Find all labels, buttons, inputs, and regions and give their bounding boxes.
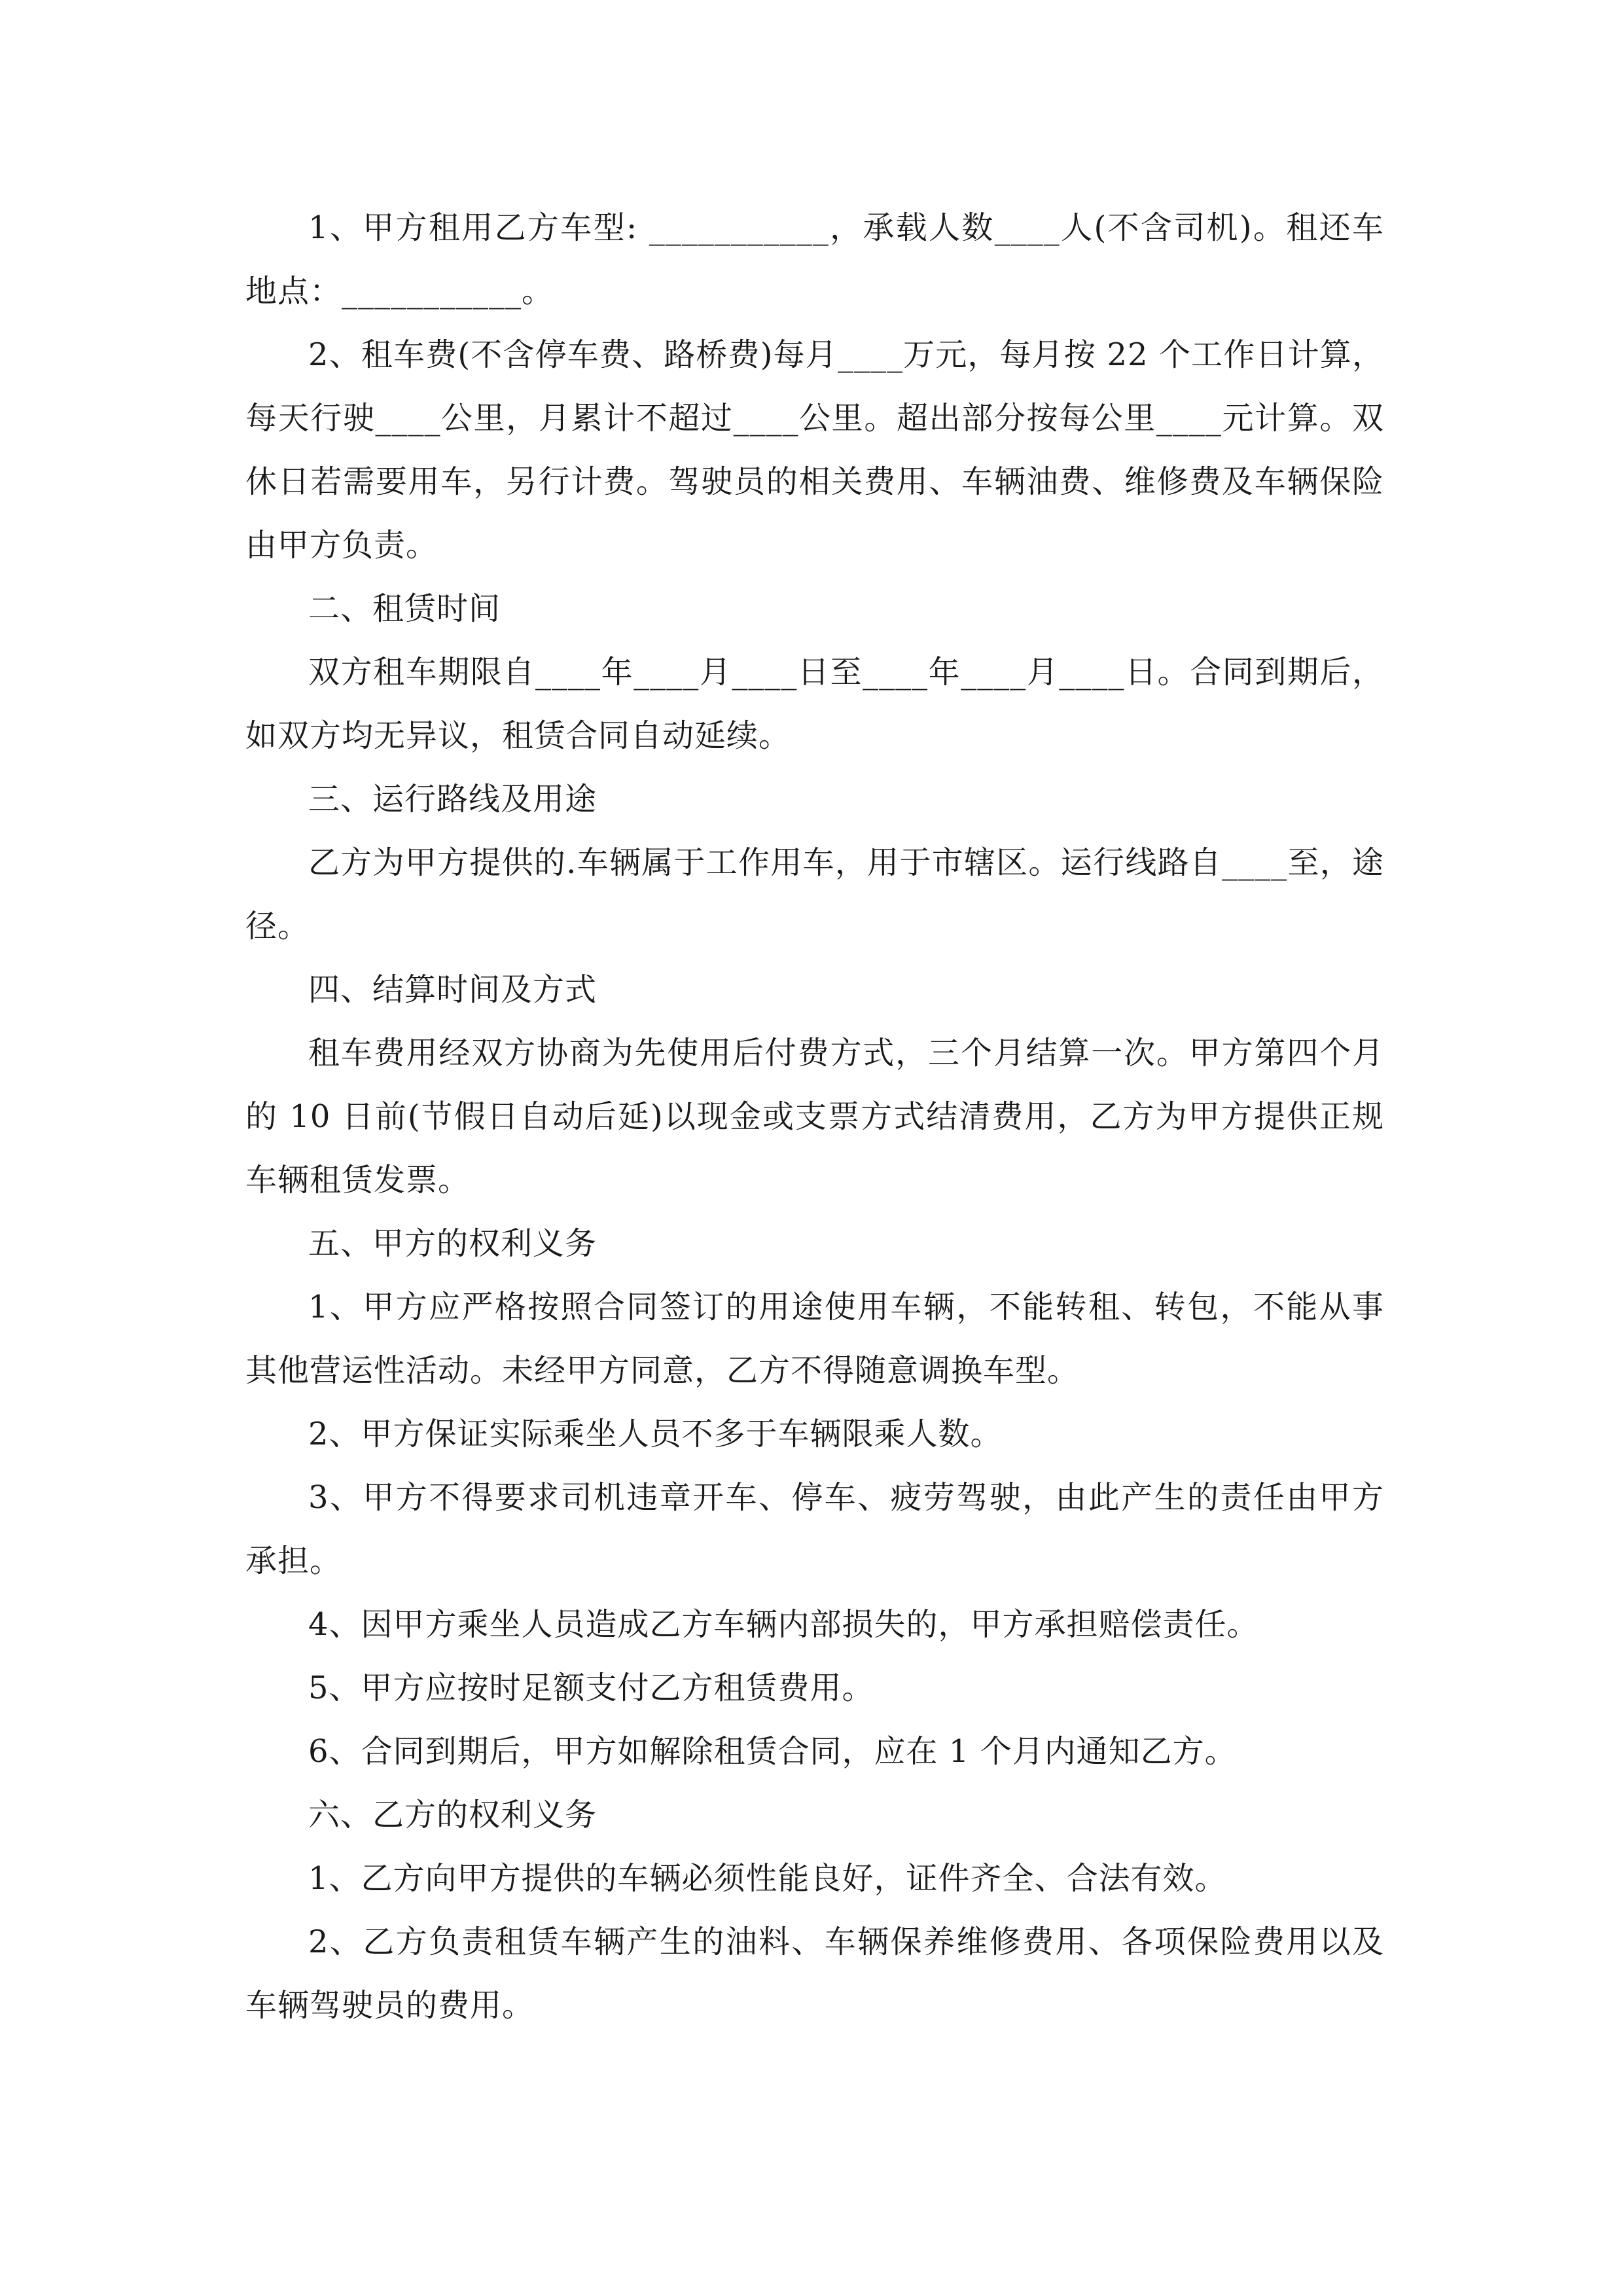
paragraph-party-a-item-5: 5、甲方应按时足额支付乙方租赁费用。 <box>308 1670 874 1706</box>
section-heading-party-b-rights: 六、乙方的权利义务 <box>308 1797 597 1833</box>
paragraph-vehicle-model: 1、甲方租用乙方车型: ___________，承载人数____人(不含司机)。租还车地点：___________。 <box>245 209 1384 310</box>
paragraph-party-a-item-2: 2、甲方保证实际乘坐人员不多于车辆限乘人数。 <box>308 1416 1003 1452</box>
section-heading-route-purpose: 三、运行路线及用途 <box>308 781 597 817</box>
document-body <box>245 196 1384 2037</box>
paragraph-settlement: 租车费用经双方协商为先使用后付费方式，三个月结算一次。甲方第四个月的 10 日前(节假日自动后延)以现金或支票方式结清费用，乙方为甲方提供正规车辆租赁发票。 <box>245 1035 1384 1198</box>
paragraph-party-a-item-1: 1、甲方应严格按照合同签订的用途使用车辆，不能转租、转包，不能从事其他营运性活动。未经甲方同意，乙方不得随意调换车型。 <box>245 1289 1384 1389</box>
paragraph-party-a-item-3: 3、甲方不得要求司机违章开车、停车、疲劳驾驶，由此产生的责任由甲方承担。 <box>245 1479 1384 1579</box>
section-heading-party-a-rights: 五、甲方的权利义务 <box>308 1225 597 1262</box>
paragraph-party-b-item-1: 1、乙方向甲方提供的车辆必须性能良好，证件齐全、合法有效。 <box>308 1860 1227 1897</box>
paragraph-party-a-item-6: 6、合同到期后，甲方如解除租赁合同，应在 1 个月内通知乙方。 <box>308 1733 1237 1770</box>
section-heading-settlement: 四、结算时间及方式 <box>308 971 597 1008</box>
paragraph-party-a-item-4: 4、因甲方乘坐人员造成乙方车辆内部损失的，甲方承担赔偿责任。 <box>308 1606 1259 1643</box>
section-heading-rental-period: 二、租赁时间 <box>308 590 501 627</box>
paragraph-route-purpose: 乙方为甲方提供的.车辆属于工作用车，用于市辖区。运行线路自____至，途径。 <box>245 844 1384 944</box>
paragraph-rental-fee: 2、租车费(不含停车费、路桥费)每月____万元，每月按 22 个工作日计算，每天行驶____公里，月累计不超过____公里。超出部分按每公里____元计算。双休日若需要用车，另行计费。驾驶员的相关费用、车辆油费、维修费及车辆保险由甲方负责。 <box>245 336 1384 564</box>
paragraph-rental-period: 双方租车期限自____年____月____日至____年____月____日。合同到期后，如双方均无异议，租赁合同自动延续。 <box>245 654 1384 754</box>
paragraph-party-b-item-2: 2、乙方负责租赁车辆产生的油料、车辆保养维修费用、各项保险费用以及车辆驾驶员的费用。 <box>245 1924 1384 2024</box>
